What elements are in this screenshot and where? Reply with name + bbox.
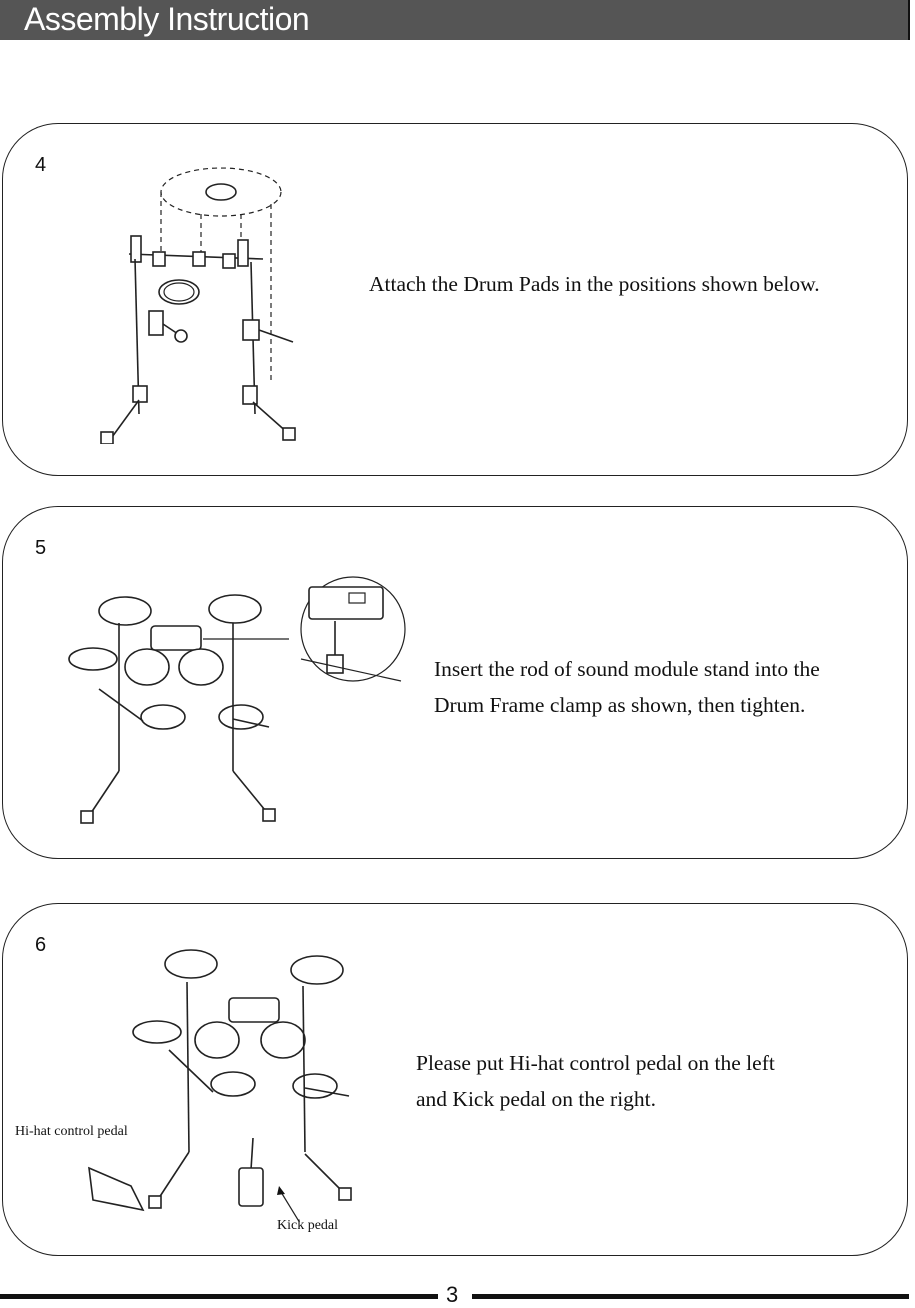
footer-rule-left [0,1294,438,1299]
drum-frame-pad-attach-illustration [93,164,313,444]
drum-kit-module-stand-illustration [63,571,408,831]
step-5-panel [2,506,908,859]
header-bar [0,0,910,40]
page-number: 3 [446,1282,459,1307]
step-5-instruction-line-1: Insert the rod of sound module stand into the [434,657,820,681]
step-6-instruction-line-1: Please put Hi-hat control pedal on the left [416,1051,775,1075]
footer-rule-right [472,1294,909,1299]
step-5-number: 5 [35,537,47,559]
step-4-panel [2,123,908,476]
step-6-number: 6 [35,934,47,956]
step-5-instruction-line-2: Drum Frame clamp as shown, then tighten. [434,693,806,717]
step-6-panel [2,903,908,1256]
drum-kit-with-pedals-illustration [73,942,373,1222]
kick-pedal-callout: Kick pedal [277,1218,339,1233]
step-4-instruction: Attach the Drum Pads in the positions shown below. [369,272,820,296]
step-6-instruction-line-2: and Kick pedal on the right. [416,1087,657,1111]
hihat-pedal-callout: Hi-hat control pedal [15,1124,128,1139]
page-title: Assembly Instruction [24,1,310,37]
step-4-number: 4 [35,154,47,176]
